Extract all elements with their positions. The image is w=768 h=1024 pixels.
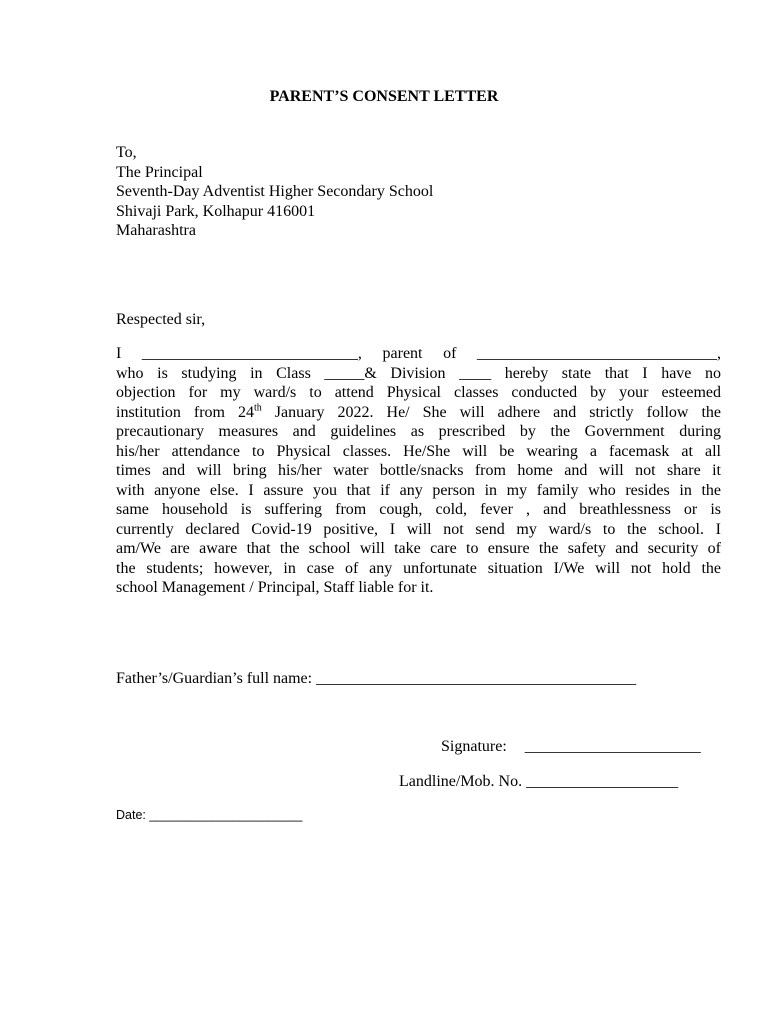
body-line-part: institution from 24 <box>116 403 254 421</box>
body-line: with anyone else. I assure you that if any person in my family who resides in the <box>116 481 721 499</box>
body-line: his/her attendance to Physical classes. He/She will be wearing a facemask at all <box>116 442 721 460</box>
letter-title: PARENT’S CONSENT LETTER <box>269 88 499 105</box>
ordinal-suffix: th <box>254 402 262 414</box>
address-school: Seventh-Day Adventist Higher Secondary School <box>116 183 434 200</box>
guardian-name-field: Father’s/Guardian’s full name: ________________________________________ <box>116 670 637 687</box>
address-recipient: The Principal <box>116 163 203 181</box>
body-line: who is studying in Class _____& Division ____ hereby state that I have no <box>116 364 721 382</box>
signature-label: Signature: <box>441 738 507 755</box>
body-line: objection for my ward/s to attend Physical classes conducted by your esteemed <box>116 384 721 401</box>
address-state: Maharashtra <box>116 222 196 239</box>
body-line: times and will bring his/her water bottle/snacks from home and will not share it <box>116 462 721 479</box>
address-street: Shivaji Park, Kolhapur 416001 <box>116 202 316 220</box>
consent-paragraph <box>116 344 721 598</box>
body-line: I ___________________________, parent of ______________________________, <box>116 345 721 362</box>
signature-field <box>441 738 701 756</box>
salutation: Respected sir, <box>116 311 206 328</box>
body-line: same household is suffering from cough, cold, fever , and breathlessness or is <box>116 501 721 518</box>
body-line-part: January 2022. He/ She will adhere and strictly follow the <box>261 403 721 421</box>
address-to: To, <box>116 144 137 161</box>
recipient-address <box>116 143 433 241</box>
body-line: am/We are aware that the school will take care to ensure the safety and security of <box>116 540 721 557</box>
phone-field: Landline/Mob. No. ___________________ <box>399 773 679 790</box>
date-field: Date: ______________________ <box>116 808 303 822</box>
body-line <box>116 403 721 423</box>
body-line: the students; however, in case of any unfortunate situation I/We will not hold the <box>116 559 721 577</box>
body-line: currently declared Covid-19 positive, I will not send my ward/s to the school. I <box>116 520 721 538</box>
signature-blank: ______________________ <box>524 738 701 755</box>
body-line: school Management / Principal, Staff liable for it. <box>116 579 434 596</box>
body-line: precautionary measures and guidelines as prescribed by the Government during <box>116 423 721 440</box>
